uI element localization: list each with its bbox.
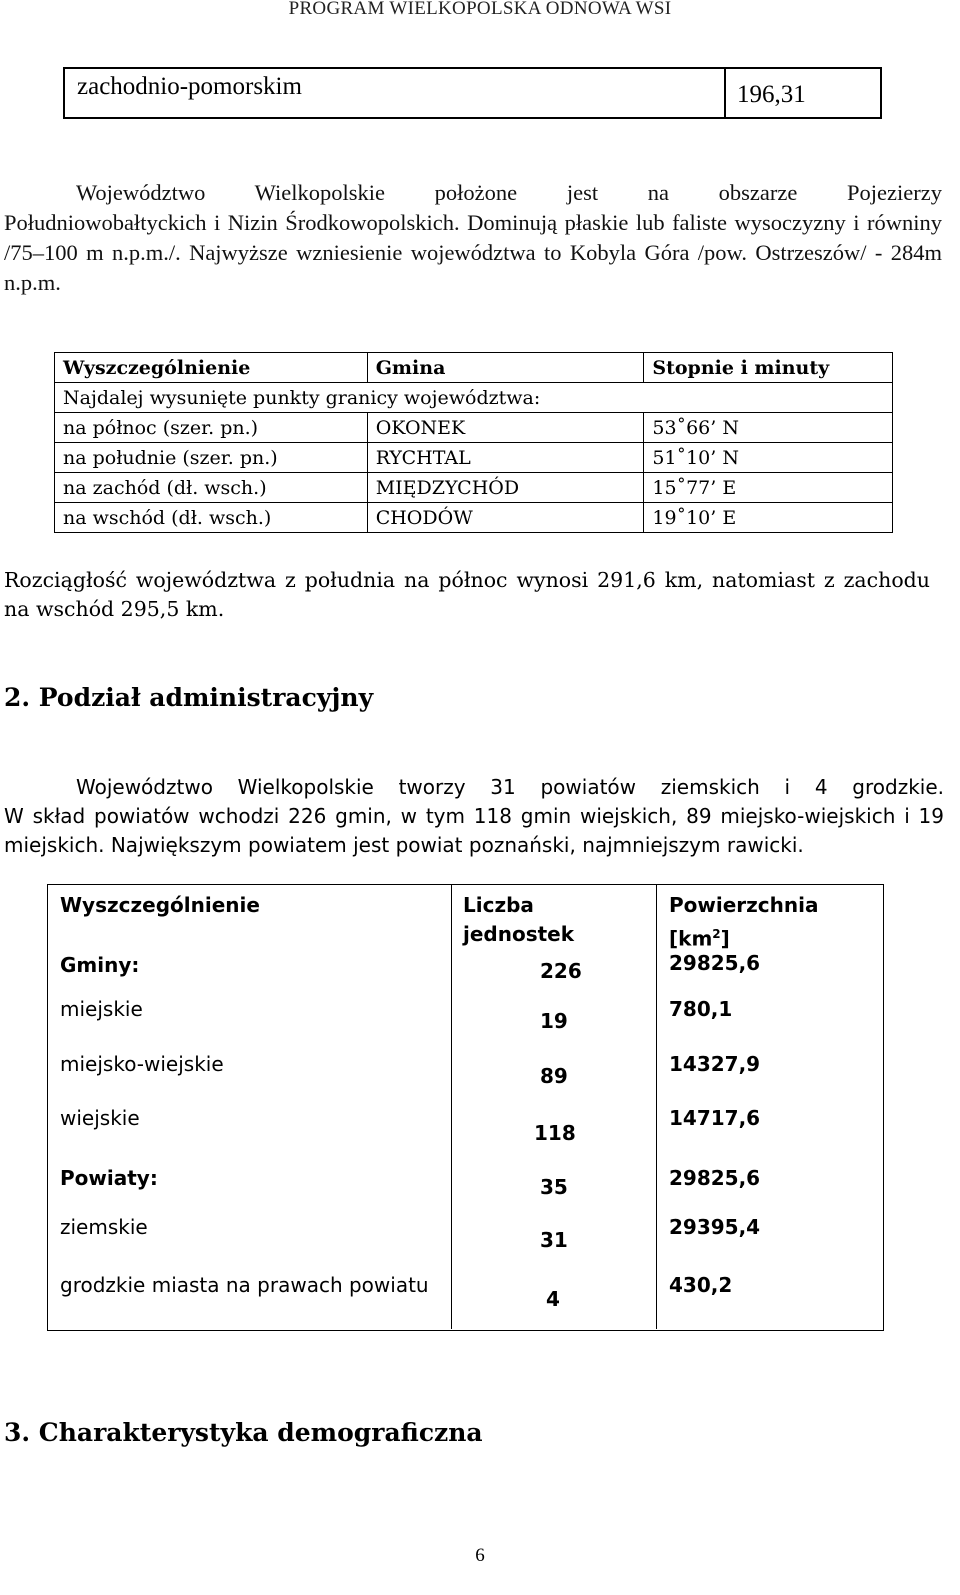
table-row <box>55 443 893 473</box>
extent-paragraph: Rozciągłość województwa z południa na północ wynosi 291,6 km, natomiast z zachodu na wschód 295,5 km. <box>4 568 930 621</box>
row-count: 31 <box>540 1228 568 1252</box>
row-count: 35 <box>540 1175 568 1199</box>
unit-text: [km <box>669 926 713 951</box>
table-subheader-row <box>55 383 893 413</box>
coordinate-cell: 15˚77’ E <box>644 473 893 503</box>
column-divider <box>451 885 452 1329</box>
row-area: 29825,6 <box>669 951 761 975</box>
region-value: 196,31 <box>737 81 806 108</box>
direction-cell: na zachód (dł. wsch.) <box>55 473 368 503</box>
gmina-cell: RYCHTAL <box>367 443 644 473</box>
section-heading: 2. Podział administracyjny <box>4 683 374 712</box>
column-divider <box>656 885 657 1329</box>
unit-superscript: 2 <box>712 927 721 941</box>
gmina-cell: MIĘDZYCHÓD <box>367 473 644 503</box>
row-area: 430,2 <box>669 1273 733 1297</box>
row-area: 29395,4 <box>669 1215 761 1239</box>
header-cell: Gmina <box>367 353 644 383</box>
row-label: ziemskie <box>60 1215 148 1239</box>
gmina-cell: CHODÓW <box>367 503 644 533</box>
coordinate-cell: 19˚10’ E <box>644 503 893 533</box>
row-count: 19 <box>540 1009 568 1033</box>
running-header: PROGRAM WIELKOPOLSKA ODNOWA WSI <box>288 0 672 19</box>
row-label: wiejskie <box>60 1106 140 1130</box>
region-name: zachodnio-pomorskim <box>77 73 302 100</box>
coordinates-table <box>54 352 893 533</box>
row-label: grodzkie miasta na prawach powiatu <box>60 1273 429 1297</box>
paragraph-line: Województwo Wielkopolskie położone jest na obszarze Pojezierzy <box>76 180 942 205</box>
paragraph-text: Południowobałtyckich i Nizin Środkowopolskich. Dominują płaskie lub faliste wysoczyzny i równiny /75–100 m n.p.m./. Najwyższe wzniesienie województwa to Kobyla Góra /pow. Ostrzeszów/ - 284m n.p.m. <box>4 210 942 295</box>
subheader-cell: Najdalej wysunięte punkty granicy województwa: <box>55 383 893 413</box>
row-count: 89 <box>540 1064 568 1088</box>
direction-cell: na wschód (dł. wsch.) <box>55 503 368 533</box>
row-label: miejsko-wiejskie <box>60 1052 224 1076</box>
header-cell: Wyszczególnienie <box>60 893 260 917</box>
row-area: 780,1 <box>669 997 733 1021</box>
unit-text: ] <box>720 926 730 951</box>
row-label: miejskie <box>60 997 143 1021</box>
row-label: Powiaty: <box>60 1166 158 1190</box>
row-count: 118 <box>534 1121 576 1145</box>
row-area: 29825,6 <box>669 1166 761 1190</box>
coordinate-cell: 51˚10’ N <box>644 443 893 473</box>
header-cell: Wyszczególnienie <box>55 353 368 383</box>
section-heading: 3. Charakterystyka demograficzna <box>4 1418 483 1447</box>
row-label: Gminy: <box>60 953 140 977</box>
header-cell: Stopnie i minuty <box>644 353 893 383</box>
admin-division-table <box>47 884 884 1331</box>
coordinate-cell: 53˚66’ N <box>644 413 893 443</box>
paragraph-line: Województwo Wielkopolskie tworzy 31 powiatów ziemskich i 4 grodzkie. <box>76 775 944 799</box>
paragraph-text: W skład powiatów wchodzi 226 gmin, w tym 118 gmin wiejskich, 89 miejsko-wiejskich i 19 miejskich. Największym powiatem jest powiat poznański, najmniejszym rawicki. <box>4 804 944 857</box>
table-row <box>55 413 893 443</box>
location-paragraph <box>4 178 942 298</box>
table-row <box>55 503 893 533</box>
table-row <box>55 473 893 503</box>
table-header-row <box>55 353 893 383</box>
gmina-cell: OKONEK <box>367 413 644 443</box>
row-count: 4 <box>546 1287 560 1311</box>
region-area-table <box>63 67 882 119</box>
direction-cell: na północ (szer. pn.) <box>55 413 368 443</box>
admin-paragraph <box>4 773 944 860</box>
direction-cell: na południe (szer. pn.) <box>55 443 368 473</box>
header-cell: Liczba <box>463 893 534 917</box>
header-cell: jednostek <box>463 922 575 946</box>
row-area: 14717,6 <box>669 1106 761 1130</box>
row-count: 226 <box>540 959 582 983</box>
row-area: 14327,9 <box>669 1052 761 1076</box>
header-cell: Powierzchnia <box>669 893 819 917</box>
page-number: 6 <box>475 1545 485 1566</box>
